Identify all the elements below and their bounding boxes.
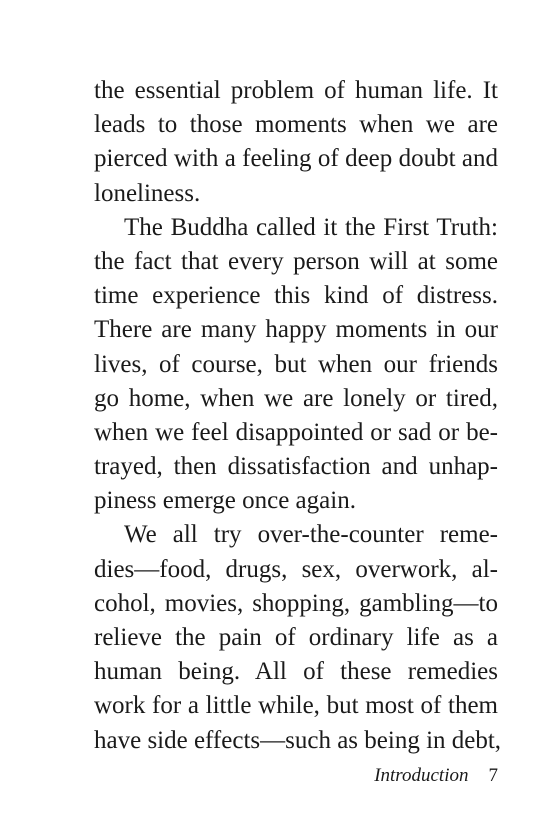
text-line: trayed, then dissatisfaction and unhap-: [94, 453, 498, 481]
body-text: [94, 74, 502, 758]
text-line: piness emerge once again.: [94, 487, 356, 515]
paragraph-3: [94, 518, 502, 757]
text-line: work for a little while, but most of them: [94, 692, 498, 720]
text-line: the fact that every person will at some: [94, 247, 498, 275]
text-line: We all try over-the-counter reme-: [124, 521, 498, 549]
text-line: relieve the pain of ordinary life as a: [94, 624, 498, 651]
text-line: lives, of course, but when our friends: [94, 350, 498, 378]
text-line: time experience this kind of distress.: [94, 282, 498, 310]
text-line: dies—food, drugs, sex, overwork, al-: [94, 555, 498, 583]
text-line: The Buddha called it the First Truth:: [124, 213, 498, 241]
text-line: the essential problem of human life. It: [94, 77, 498, 104]
text-line: have side effects—such as being in debt,: [94, 726, 502, 754]
text-line: leads to those moments when we are: [94, 111, 498, 139]
text-line: go home, when we are lonely or tired,: [94, 384, 498, 412]
text-line: There are many happy moments in our: [94, 316, 498, 344]
text-line: cohol, movies, shopping, gambling—to: [94, 589, 498, 617]
text-line: pierced with a feeling of deep doubt and: [94, 145, 498, 173]
text-line: human being. All of these remedies: [94, 658, 498, 686]
paragraph-2: [94, 211, 498, 519]
running-footer-title: Introduction: [374, 765, 469, 786]
text-line: loneliness.: [94, 179, 201, 207]
page-number: 7: [488, 765, 498, 786]
paragraph-1: [94, 74, 498, 211]
text-line: when we feel disappointed or sad or be-: [94, 418, 498, 446]
page-footer: [94, 762, 498, 790]
